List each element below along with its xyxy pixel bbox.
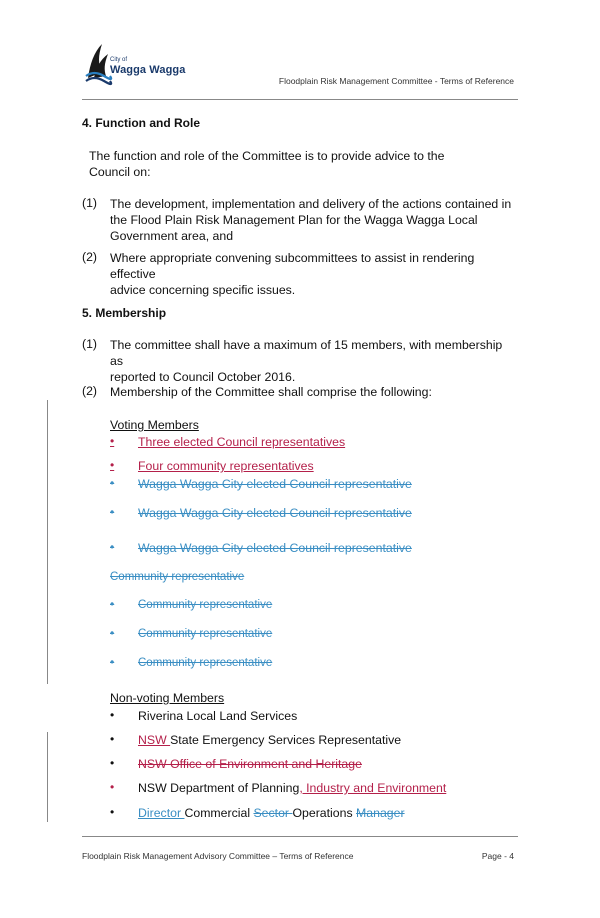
item-line: advice concerning specific issues. [110, 283, 296, 297]
non-voting-member [138, 805, 405, 821]
voting-member-deleted: Wagga Wagga City elected Council representative [138, 477, 412, 491]
section-4-intro-line2: Council on: [89, 165, 151, 179]
community-rep-deleted: Community representative [110, 571, 245, 583]
item-line: The committee shall have a maximum of 15 members, with membership as [110, 338, 503, 368]
community-rep-deleted: Community representative [138, 599, 273, 611]
bullet: • [110, 780, 115, 794]
bullet: • [110, 708, 115, 722]
list-item [110, 196, 515, 244]
voting-member-deleted: Wagga Wagga City elected Council representative [138, 506, 412, 520]
item-number: (1) [82, 196, 98, 210]
inserted-text: , Industry and Environment [299, 781, 447, 795]
bullet: • [110, 597, 115, 611]
voting-members-heading: Voting Members [110, 418, 199, 432]
membership-intro: Membership of the Committee shall comprise the following: [110, 385, 432, 399]
logo-name: Wagga Wagga [110, 64, 186, 76]
change-bar [47, 732, 48, 822]
bullet: • [110, 732, 115, 746]
voting-member-inserted: Three elected Council representatives [138, 435, 346, 449]
header-divider [82, 99, 518, 100]
non-voting-member [138, 732, 401, 748]
section-5-heading: 5. Membership [82, 306, 167, 320]
page-number: Page - 4 [481, 851, 514, 861]
section-4-heading: 4. Function and Role [82, 116, 201, 130]
item-line: Where appropriate convening subcommittees to assist in rendering effective [110, 251, 475, 281]
deleted-text: Sector [253, 806, 293, 820]
non-voting-member: Riverina Local Land Services [138, 709, 298, 723]
community-rep-deleted: Community representative [138, 657, 273, 669]
item-line: The development, implementation and delivery of the actions contained in [110, 197, 512, 211]
section-4-intro-line1: The function and role of the Committee is to provide advice to the [89, 149, 445, 163]
list-item [110, 337, 515, 385]
item-line: reported to Council October 2016. [110, 370, 296, 384]
footer-divider [82, 836, 518, 837]
voting-member-inserted: Four community representatives [138, 459, 314, 473]
header-title: Floodplain Risk Management Committee - Terms of Reference [278, 76, 514, 86]
non-voting-members-heading: Non-voting Members [110, 691, 225, 705]
bullet: • [110, 655, 115, 669]
footer-title: Floodplain Risk Management Advisory Committee – Terms of Reference [82, 851, 354, 861]
bullet: • [110, 626, 115, 640]
non-voting-member [138, 780, 446, 796]
bullet: • [110, 476, 115, 490]
deleted-text: Manager [356, 806, 405, 820]
member-text: Operations [292, 806, 357, 820]
bullet: • [110, 756, 115, 770]
non-voting-member-deleted: NSW Office of Environment and Heritage [138, 757, 362, 771]
list-item [110, 250, 515, 298]
bullet: • [110, 458, 115, 472]
member-text: Commercial [184, 806, 254, 820]
bullet: • [110, 540, 115, 554]
wagga-wagga-logo [84, 40, 174, 86]
member-text: State Emergency Services Representative [170, 733, 402, 747]
bullet: • [110, 434, 115, 448]
community-rep-deleted: Community representative [138, 628, 273, 640]
bullet: • [110, 805, 115, 819]
inserted-text: Director [138, 806, 185, 820]
item-line: Government area, and [110, 229, 234, 243]
bullet: • [110, 505, 115, 519]
change-bar [47, 400, 48, 684]
item-number: (1) [82, 337, 98, 351]
member-text: NSW Department of Planning [138, 781, 300, 795]
item-number: (2) [82, 384, 98, 398]
voting-member-deleted: Wagga Wagga City elected Council representative [138, 541, 412, 555]
logo-caption: City of [110, 57, 128, 63]
item-line: the Flood Plain Risk Management Plan for the Wagga Wagga Local [110, 213, 478, 227]
item-number: (2) [82, 250, 98, 264]
inserted-text: NSW [138, 733, 171, 747]
